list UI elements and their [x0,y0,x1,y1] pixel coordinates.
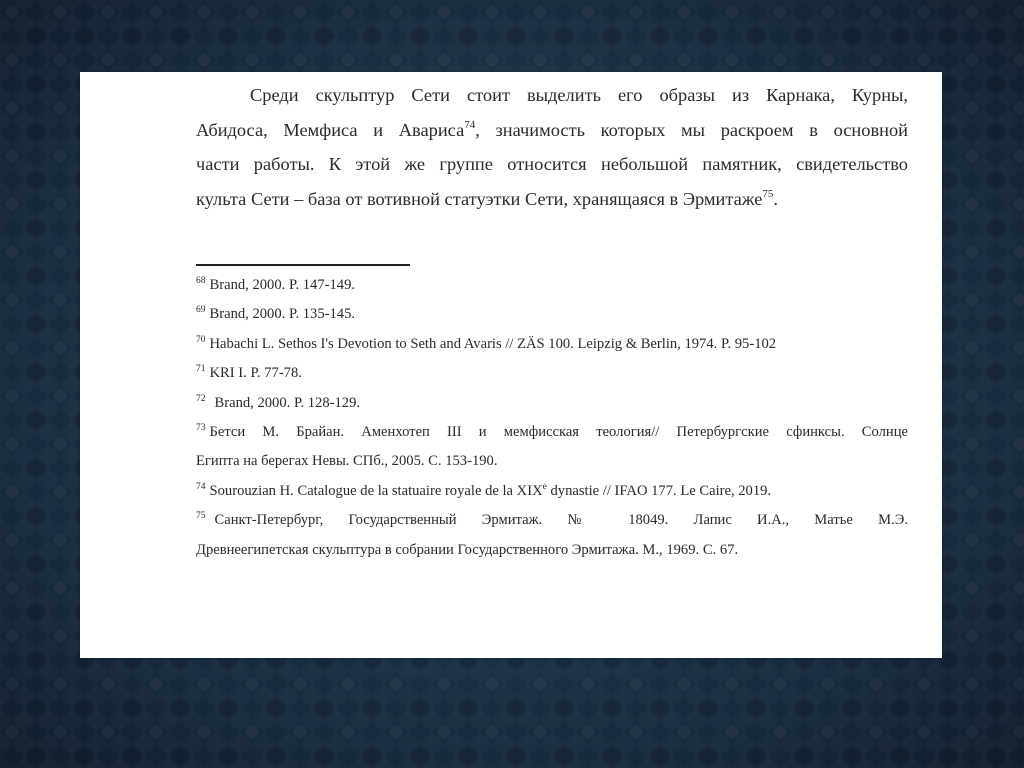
footnote-70 [196,330,908,359]
footnote-text: Brand, 2000. P. 135-145. [209,306,356,323]
paragraph-line-2-text-end: , значимость которых мы раскроем в основной [475,119,909,140]
footnote-number: 74 [196,481,206,492]
document-page [80,72,942,658]
paragraph-line-2-text-start: Абидоса, Мемфиса и Авариса [196,119,465,140]
footnote-text: Brand, 2000. P. 128-129. [214,394,361,411]
paragraph-line-3: части работы. К этой же группе относится небольшой памятник, свидетельство [196,154,908,174]
footnote-number: 70 [196,334,206,345]
footnote-text-start: Sourouzian H. Catalogue de la statuaire royale de la XIX [209,482,543,499]
footnote-74 [196,477,908,506]
superscript-e: e [542,481,547,492]
footnote-73-line-1 [196,418,908,447]
footnote-separator [196,264,410,266]
footnote-number: 71 [196,364,206,375]
footnote-75-line-1 [196,506,908,535]
footnote-text: Санкт-Петербург, Государственный Эрмитаж. № 18049. Лапис И.А., Матье М.Э. [214,512,908,529]
main-paragraph [196,78,908,216]
paragraph-line-4-text-end: . [773,188,779,209]
footnote-72 [196,389,908,418]
footnote-text: Бетси М. Брайан. Аменхотеп III и мемфисская теология// Петербургские сфинксы. Солнце [209,424,908,441]
paragraph-line-1: Среди скульптур Сети стоит выделить его образы из Карнака, Курны, [250,85,908,105]
footnote-number: 68 [196,276,206,286]
footnote-number: 73 [196,423,206,434]
footnote-69 [196,300,908,329]
footnote-ref-74: 74 [464,118,476,131]
footnote-number: 69 [196,305,206,316]
paragraph-line-4 [196,182,908,217]
paragraph-line-4-text-start: культа Сети – база от вотивной статуэтки Сети, хранящаяся в Эрмитаже [196,188,763,209]
footnote-ref-75: 75 [762,187,774,200]
footnote-number: 75 [196,511,206,522]
footnote-text: Habachi L. Sethos I's Devotion to Seth and Avaris // ZÄS 100. Leipzig & Berlin, 1974. P. 95-102 [209,335,777,352]
footnote-75-line-2: Древнеегипетская скульптура в собрании Государственного Эрмитажа. М., 1969. С. 67. [196,541,739,558]
footnote-text: Brand, 2000. P. 147-149. [209,277,356,293]
footnote-text: KRI I. P. 77-78. [209,365,302,382]
footnote-number: 72 [196,393,206,404]
footnote-text-end: dynastie // IFAO 177. Le Caire, 2019. [546,482,772,499]
footnote-68 [196,271,908,300]
footnote-71 [196,359,908,388]
paragraph-line-2 [196,113,908,148]
footnotes-list [196,271,908,565]
footnote-73-line-2: Египта на берегах Невы. СПб., 2005. С. 153-190. [196,453,498,470]
